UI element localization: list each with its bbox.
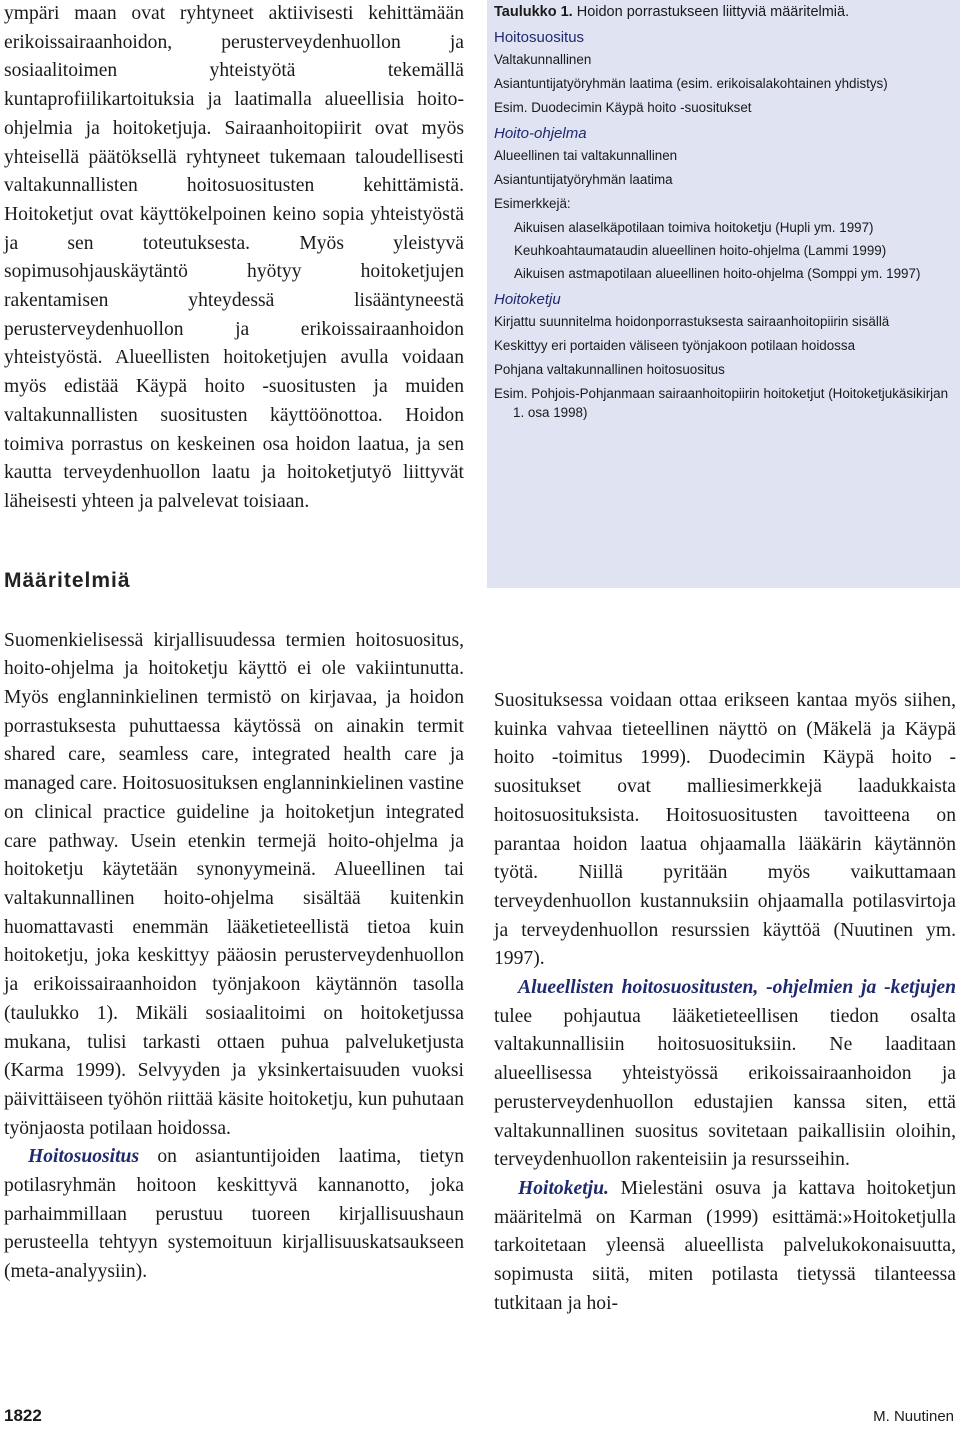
table-example: Aikuisen alaselkäpotilaan toimiva hoitoketju (Hupli ym. 1997) xyxy=(514,220,874,235)
table-line: Esim. Pohjois-Pohjanmaan sairaanhoitopiirin hoitoketjut (Hoitoketjukäsikirjan 1. osa 1998) xyxy=(494,386,949,420)
body-paragraph: Suosituksessa voidaan ottaa erikseen kantaa myös siihen, kuinka vahvaa tieteellinen näyttö on (Mäkelä ja Käypä hoito -toimitus 1999). Duodecimin Käypä hoito -suositukset ovat malliesimerkkejä laadukkaista hoitosuosituksista. Hoitosuositusten tavoitteena on parantaa hoidon laatua ohjaamalla lääkärin käytännön työtä. Niillä pyritään myös vaikuttamaan terveydenhuollon kustannuksiin ohjaamalla potilasvirtoja ja terveydenhuollon resurssien käyttöä (Nuutinen ym. 1997). xyxy=(494,690,956,970)
table-example: Aikuisen astmapotilaan alueellinen hoito-ohjelma (Somppi ym. 1997) xyxy=(514,266,921,281)
table-line: Asiantuntijatyöryhmän laatima (esim. erikoisalakohtainen yhdistys) xyxy=(494,76,888,91)
body-paragraph xyxy=(494,974,956,1175)
table-caption-label: Taulukko 1. xyxy=(494,4,573,20)
body-paragraph: Suomenkielisessä kirjallisuudessa termien hoitosuositus, hoito-ohjelma ja hoitoketju käyttö ei ole vakiintunutta. Myös englanninkielinen termistö on kirjavaa, ja hoidon porrastuksesta puhuttaessa käytössä on ainakin termit shared care, seamless care, integrated health care ja managed care. Hoitosuosituksen englanninkielinen vastine on clinical practice guideline ja hoitoketjun integrated care pathway. Usein etenkin termejä hoito-ohjelma ja hoitoketju käytetään synonyymeinä. Alueellinen tai valtakunnallinen hoito-ohjelma sisältää kuitenkin huomattavasti enemmän lääketieteellistä tietoa kuin hoitoketju, joka keskittyy pääosin perusterveydenhuollon ja erikoissairaanhoidon työnjakoon käytännön tasolla (taulukko 1). Mikäli sosiaalitoimi on hoitoketjussa mukana, tulisi tarkasti ottaen puhua palveluketjusta (Karma 1999). Selvyyden ja yksinkertaisuuden vuoksi päivittäiseen työhön riittää käsite hoitoketju, kun puhutaan työnjaosta potilaan hoidossa. xyxy=(4,629,464,1139)
table-line: Pohjana valtakunnallinen hoitosuositus xyxy=(494,362,725,377)
left-column xyxy=(4,0,464,1287)
body-paragraph xyxy=(4,1143,464,1287)
table-line: Esimerkkejä: xyxy=(494,196,571,211)
page-number: 1822 xyxy=(4,1406,42,1425)
table-line: Asiantuntijatyöryhmän laatima xyxy=(494,172,673,187)
term-alueelliset: Alueellisten hoitosuositusten, -ohjelmien ja -ketjujen xyxy=(518,977,956,999)
paragraph-text: tulee pohjautua lääketieteellisen tiedon osalta valtakunnallisiin hoitosuosituksiin. Ne laaditaan alueellisessa yhteistyössä erikoissairaanhoidon ja perusterveydenhuollon edustajien kanssa siten, että valtakunnallinen suositus sovitetaan paikallisiin oloihin, terveydenhuollon rakenteisiin ja resursseihin. xyxy=(494,1005,956,1171)
table-section-title: Hoitoketju xyxy=(494,291,561,308)
table-caption-text: Hoidon porrastukseen liittyviä määritelmiä. xyxy=(572,4,850,20)
table-example: Keuhkoahtaumataudin alueellinen hoito-ohjelma (Lammi 1999) xyxy=(514,243,887,258)
table-line: Alueellinen tai valtakunnallinen xyxy=(494,148,678,163)
term-hoitosuositus: Hoitosuositus xyxy=(28,1146,140,1168)
table-section-title: Hoitosuositus xyxy=(494,29,585,46)
table-line: Valtakunnallinen xyxy=(494,52,592,67)
body-paragraph: ympäri maan ovat ryhtyneet aktiivisesti kehittämään erikoissairaanhoidon, perusterveydenhuollon ja sosiaalitoimen yhteistyötä tekemällä kuntaprofiilikartoituksia ja laatimalla alueellisia hoito-ohjelmia ja hoitoketjuja. Sairaanhoitopiirit ovat myös yhteisellä päätöksellä ryhtyneet tukemaan taloudellisesti valtakunnallisten hoitosuositusten kehittämistä. Hoitoketjut ovat käyttökelpoinen keino sopia yhteistyöstä ja sen toteutuksesta. Myös yleistyvä sopimusohjauskäytäntö hyötyy hoitoketjujen rakentamisen yhteydessä lisääntyneestä perusterveydenhuollon ja erikoissairaanhoidon yhteistyöstä. Alueellisten hoitoketjujen avulla voidaan myös edistää Käypä hoito -suositusten ja muiden valtakunnallisten suositusten käyttöönottoa. Hoidon toimiva porrastus on keskeinen osa hoidon laatua, ja sen kautta terveydenhuollon laatu ja hoitoketjutyö liittyvät läheisesti yhteen ja palvelevat toisiaan. xyxy=(4,3,464,512)
table-line: Kirjattu suunnitelma hoidonporrastuksesta sairaanhoitopiirin sisällä xyxy=(494,314,890,329)
section-heading: Määritelmiä xyxy=(4,568,131,592)
table-section-title: Hoito-ohjelma xyxy=(494,125,587,142)
table-line: Keskittyy eri portaiden väliseen työnjakoon potilaan hoidossa xyxy=(494,338,856,353)
table-line: Esim. Duodecimin Käypä hoito -suositukset xyxy=(494,100,752,115)
paragraph-text: on asiantuntijoiden laatima, tietyn potilasryhmän hoitoon keskittyvä kannanotto, joka parhaimmillaan perustuu tuoreen kirjallisuushaun perusteella tehtyyn systemoituun kirjallisuuskatsaukseen (meta-analyysiin). xyxy=(4,1146,464,1283)
body-paragraph xyxy=(494,1175,956,1319)
paragraph-text: Mielestäni osuva ja kattava hoitoketjun määritelmä on Karman (1999) esittämä:»Hoitoketjulla tarkoitetaan yleensä alueellista palvelukokonaisuutta, sopimusta siitä, miten potilasta tietyssä tilanteessa tutkitaan ja hoi- xyxy=(494,1177,956,1314)
right-column xyxy=(494,687,956,1318)
running-author: M. Nuutinen xyxy=(873,1408,954,1425)
table-1 xyxy=(487,0,960,588)
term-hoitoketju: Hoitoketju. xyxy=(518,1177,609,1199)
table-caption xyxy=(494,3,960,21)
